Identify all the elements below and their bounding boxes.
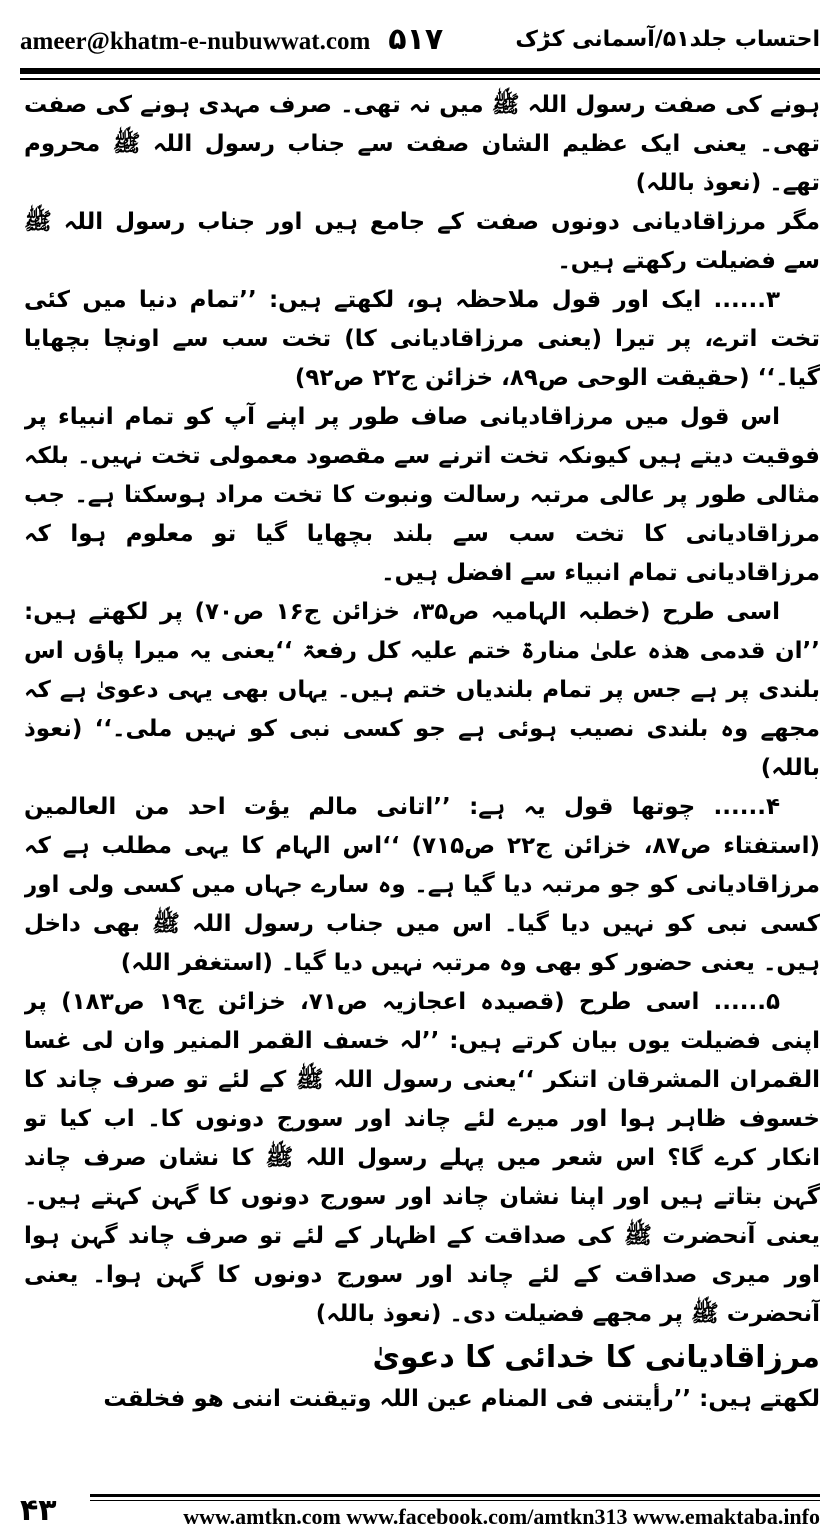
header-rule-thick <box>20 68 820 74</box>
paragraph-7: ۵...... اسی طرح (قصیدہ اعجازیہ ص۷۱، خزائن ج۱۹ ص۱۸۳) پر اپنی فضیلت یوں بیان کرتے ہیں: ’’لہ خسف القمر المنیر وان لی غسا القمران المشرقان اتنکر ‘‘یعنی رسول اللہ ﷺ کے لئے تو صرف چاند کا خسوف ظاہر ہوا اور میرے لئے چاند اور سورج دونوں کا۔ اب کیا تو انکار کرے گا؟ اس شعر میں پہلے رسول اللہ ﷺ کا نشان صرف چاند گہن بتاتے ہیں اور اپنا نشان چاند اور سورج دونوں کا گہن کہتے ہیں۔ یعنی آنحضرت ﷺ کی صداقت کے اظہار کے لئے تو صرف چاند گہن ہوا اور میری صداقت کے لئے چاند اور سورج دونوں کا گہن ہوا۔ یعنی آنحضرت ﷺ پر مجھے فضیلت دی۔ (نعوذ باللہ) <box>24 989 820 1327</box>
section-heading: مرزاقادیانی کا خدائی کا دعویٰ <box>372 1340 820 1375</box>
paragraph-4: اس قول میں مرزاقادیانی صاف طور پر اپنے آپ کو تمام انبیاء پر فوقیت دیتے ہیں کیونکہ تخت اترنے سے مقصود معمولی تخت نہیں۔ بلکہ مثالی طور پر عالی مرتبہ رسالت ونبوت کا تخت مراد ہوسکتا ہے۔ جب مرزاقادیانی کا تخت سب سے بلند بچھایا گیا تو معلوم ہوا کہ مرزاقادیانی تمام انبیاء سے افضل ہیں۔ <box>24 404 820 586</box>
header-page-number: ۵۱۷ <box>388 21 444 57</box>
footer-rule-thick <box>90 1494 820 1497</box>
page-body <box>24 86 820 1444</box>
paragraph-3: ۳...... ایک اور قول ملاحظہ ہو، لکھتے ہیں: ’’تمام دنیا میں کئی تخت اترے، پر تیرا (یعنی مرزاقادیانی کا) تخت سب سے اونچا بچھایا گیا۔‘‘ (حقیقت الوحی ص۸۹، خزائن ج۲۲ ص۹۲) <box>24 287 820 391</box>
footer-page-number: ۴۳ <box>20 1492 57 1528</box>
paragraph-2: مگر مرزاقادیانی دونوں صفت کے جامع ہیں اور جناب رسول اللہ ﷺ سے فضیلت رکھتے ہیں۔ <box>24 209 820 274</box>
paragraph-6: ۴...... چوتھا قول یہ ہے: ’’اتانی مالم یؤت احد من العالمین (استفتاء ص۸۷، خزائن ج۲۲ ص۷۱۵) ‘‘اس الہام کا یہی مطلب ہے کہ مرزاقادیانی کو جو مرتبہ دیا گیا ہے۔ وہ سارے جہاں میں کسی ولی اور کسی نبی کو نہیں دیا گیا۔ اس میں جناب رسول اللہ ﷺ بھی داخل ہیں۔ یعنی حضور کو بھی وہ مرتبہ نہیں دیا گیا۔ (استغفر اللہ) <box>24 794 820 976</box>
footer-urls: www.amtkn.com www.facebook.com/amtkn313 www.emaktaba.info <box>183 1504 820 1529</box>
header-left <box>20 22 443 57</box>
paragraph-5: اسی طرح (خطبہ الہامیہ ص۳۵، خزائن ج۱۶ ص۷۰) پر لکھتے ہیں: ’’ان قدمی ھذہ علیٰ منارۃ ختم علیہ کل رفعۃ ‘‘یعنی یہ میرا پاؤں اس بلندی پر ہے جس پر تمام بلندیاں ختم ہیں۔ یہاں بھی یہی دعویٰ ہے کہ مجھے وہ بلندی نصیب ہوئی ہے جو کسی نبی کو نہیں ملی۔‘‘ (نعوذ باللہ) <box>24 599 820 781</box>
closing-line: لکھتے ہیں: ’’رأیتنی فی المنام عین اللہ وتیقنت اننی ھو فخلقت <box>103 1386 820 1412</box>
page-header <box>20 14 820 64</box>
page-footer <box>20 1488 820 1532</box>
header-book-title: احتساب جلد۵۱/آسمانی کڑک <box>515 26 820 52</box>
paragraph-1: ہونے کی صفت رسول اللہ ﷺ میں نہ تھی۔ صرف مہدی ہونے کی صفت تھی۔ یعنی ایک عظیم الشان صفت سے جناب رسول اللہ ﷺ محروم تھے۔ (نعوذ باللہ) <box>24 92 820 196</box>
header-email: ameer@khatm-e-nubuwwat.com <box>20 27 371 55</box>
header-rule-thin <box>20 78 820 80</box>
footer-right <box>90 1488 820 1532</box>
footer-rule-thin <box>90 1500 820 1501</box>
